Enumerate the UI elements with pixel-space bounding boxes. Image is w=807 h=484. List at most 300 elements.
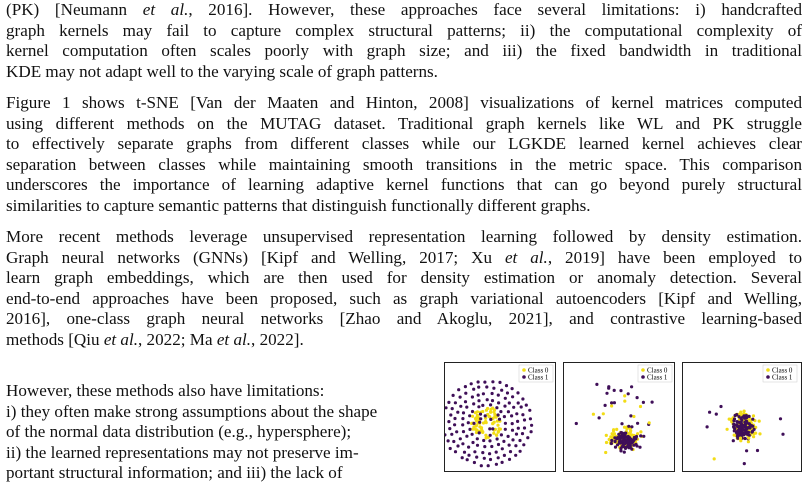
class-1-point bbox=[472, 388, 475, 391]
class-0-point bbox=[605, 434, 608, 437]
paragraph-method-limitations bbox=[6, 381, 431, 484]
class-1-point bbox=[517, 401, 520, 404]
class-1-point bbox=[453, 423, 456, 426]
class-1-point bbox=[473, 461, 476, 464]
class-1-point bbox=[521, 413, 524, 416]
class-0-point bbox=[613, 432, 616, 435]
tsne-plot-wl bbox=[445, 363, 555, 471]
class-1-point bbox=[526, 436, 529, 439]
text-segment: , 2019] have been employed to bbox=[547, 247, 802, 267]
tsne-panel-pk bbox=[563, 362, 675, 472]
class-1-point bbox=[518, 439, 521, 442]
text-segment: underscores the importance of learning adaptive kernel functions that can go beyond purely structural bbox=[6, 175, 802, 195]
class-1-point bbox=[499, 410, 502, 413]
class-1-point bbox=[529, 417, 532, 420]
class-1-point bbox=[651, 401, 654, 404]
legend-label: Class 1 bbox=[647, 373, 668, 382]
text-segment: et al. bbox=[216, 329, 252, 349]
class-1-point bbox=[708, 411, 711, 414]
class-1-point bbox=[504, 428, 507, 431]
class-1-point bbox=[482, 439, 485, 442]
class-0-point bbox=[471, 415, 474, 418]
class-1-point bbox=[477, 380, 480, 383]
text-segment: KDE may not adapt well to the varying scale of graph patterns. bbox=[6, 61, 438, 81]
class-1-point bbox=[468, 414, 471, 417]
class-1-point bbox=[489, 403, 492, 406]
class-1-point bbox=[472, 402, 475, 405]
class-1-point bbox=[732, 423, 735, 426]
class-1-point bbox=[495, 406, 498, 409]
class-1-point bbox=[479, 413, 482, 416]
class-1-point bbox=[735, 413, 738, 416]
class-0-point bbox=[493, 415, 496, 418]
class-1-point bbox=[613, 401, 616, 404]
class-0-point bbox=[592, 413, 595, 416]
text-segment: similarities to capture semantic patterns that distinguish functionally different graphs. bbox=[6, 195, 591, 215]
class-1-point bbox=[497, 443, 500, 446]
class-1-point bbox=[478, 431, 481, 434]
class-1-point bbox=[636, 422, 639, 425]
class-1-point bbox=[503, 405, 506, 408]
class-1-point bbox=[498, 418, 501, 421]
text-line bbox=[6, 289, 802, 310]
class-1-point bbox=[451, 407, 454, 410]
class-1-point bbox=[476, 437, 479, 440]
class-1-point bbox=[500, 433, 503, 436]
class-1-point bbox=[530, 424, 533, 427]
class-1-point bbox=[521, 432, 524, 435]
class-1-point bbox=[486, 398, 489, 401]
class-1-point bbox=[497, 413, 500, 416]
class-1-point bbox=[745, 449, 748, 452]
class-1-point bbox=[748, 426, 751, 429]
class-0-point bbox=[648, 421, 651, 424]
text-line bbox=[6, 422, 431, 443]
class-1-point bbox=[610, 439, 613, 442]
class-1-point bbox=[496, 437, 499, 440]
class-0-point bbox=[485, 436, 488, 439]
class-1-point bbox=[510, 414, 513, 417]
class-1-point bbox=[741, 416, 744, 419]
text-line bbox=[6, 402, 431, 423]
class-1-point bbox=[733, 417, 736, 420]
class-1-point bbox=[530, 430, 533, 433]
class-0-point bbox=[639, 430, 642, 433]
class-1-point bbox=[744, 437, 747, 440]
class-1-point bbox=[756, 449, 759, 452]
class-1-point bbox=[501, 447, 504, 450]
class-1-point bbox=[477, 394, 480, 397]
class-1-point bbox=[497, 401, 500, 404]
tsne-plot-pk bbox=[564, 363, 674, 471]
class-1-point bbox=[525, 404, 528, 407]
legend-marker bbox=[766, 368, 770, 372]
class-1-point bbox=[511, 387, 514, 390]
class-1-point bbox=[448, 427, 451, 430]
class-1-point bbox=[489, 418, 492, 421]
legend-label: Class 0 bbox=[528, 366, 549, 375]
class-0-point bbox=[623, 394, 626, 397]
text-line bbox=[6, 93, 802, 114]
class-1-point bbox=[779, 417, 782, 420]
class-1-point bbox=[463, 451, 466, 454]
text-line bbox=[6, 134, 802, 155]
class-1-point bbox=[475, 456, 478, 459]
class-0-point bbox=[602, 412, 605, 415]
text-segment: More recent methods leverage unsupervised representation learning followed by density estimation. bbox=[6, 227, 802, 246]
text-line bbox=[6, 248, 802, 269]
text-segment: et al. bbox=[504, 247, 548, 267]
class-0-point bbox=[739, 439, 742, 442]
class-1-point bbox=[459, 405, 462, 408]
class-1-point bbox=[462, 430, 465, 433]
class-1-point bbox=[616, 443, 619, 446]
class-1-point bbox=[511, 395, 514, 398]
class-1-point bbox=[732, 439, 735, 442]
legend-marker bbox=[641, 368, 645, 372]
class-1-point bbox=[739, 427, 742, 430]
class-1-point bbox=[743, 462, 746, 465]
class-1-point bbox=[481, 404, 484, 407]
class-1-point bbox=[639, 434, 642, 437]
class-1-point bbox=[522, 443, 525, 446]
class-1-point bbox=[627, 425, 630, 428]
class-1-point bbox=[520, 405, 523, 408]
class-1-point bbox=[470, 382, 473, 385]
class-1-point bbox=[484, 414, 487, 417]
class-1-point bbox=[733, 426, 736, 429]
class-1-point bbox=[449, 447, 452, 450]
class-0-point bbox=[480, 426, 483, 429]
text-line bbox=[6, 196, 802, 217]
class-1-point bbox=[468, 428, 471, 431]
class-1-point bbox=[491, 392, 494, 395]
text-segment: i) they often make strong assumptions about the shape bbox=[6, 401, 378, 421]
class-1-point bbox=[616, 436, 619, 439]
class-0-point bbox=[476, 410, 479, 413]
class-1-point bbox=[595, 383, 598, 386]
class-0-point bbox=[481, 430, 484, 433]
class-1-point bbox=[621, 445, 624, 448]
class-1-point bbox=[454, 450, 457, 453]
class-1-point bbox=[509, 450, 512, 453]
class-1-point bbox=[453, 417, 456, 420]
class-0-point bbox=[612, 428, 615, 431]
class-1-point bbox=[503, 415, 506, 418]
class-1-point bbox=[508, 401, 511, 404]
class-1-point bbox=[462, 411, 465, 414]
class-0-point bbox=[497, 430, 500, 433]
class-1-point bbox=[748, 415, 751, 418]
class-1-point bbox=[627, 435, 630, 438]
plot-legend bbox=[763, 365, 797, 382]
class-1-point bbox=[706, 425, 709, 428]
class-1-point bbox=[502, 440, 505, 443]
class-1-point bbox=[497, 394, 500, 397]
class-0-point bbox=[496, 424, 499, 427]
class-1-point bbox=[476, 444, 479, 447]
class-1-point bbox=[447, 439, 450, 442]
class-1-point bbox=[490, 445, 493, 448]
class-1-point bbox=[508, 444, 511, 447]
class-0-point bbox=[747, 440, 750, 443]
class-1-point bbox=[483, 457, 486, 460]
class-1-point bbox=[516, 391, 519, 394]
class-1-point bbox=[610, 442, 613, 445]
class-1-point bbox=[464, 385, 467, 388]
class-0-point bbox=[733, 434, 736, 437]
class-1-point bbox=[745, 420, 748, 423]
class-1-point bbox=[455, 430, 458, 433]
class-0-point bbox=[726, 428, 729, 431]
class-1-point bbox=[456, 411, 459, 414]
class-1-point bbox=[505, 384, 508, 387]
class-1-point bbox=[482, 392, 485, 395]
legend-label: Class 0 bbox=[772, 366, 793, 375]
class-0-point bbox=[713, 457, 716, 460]
class-0-point bbox=[484, 434, 487, 437]
class-1-point bbox=[471, 395, 474, 398]
class-1-point bbox=[452, 440, 455, 443]
text-segment: ii) the learned representations may not preserve im- bbox=[6, 442, 359, 462]
class-0-point bbox=[486, 407, 489, 410]
class-1-point bbox=[479, 417, 482, 420]
class-1-point bbox=[489, 458, 492, 461]
class-1-point bbox=[467, 446, 470, 449]
class-1-point bbox=[630, 385, 633, 388]
class-1-point bbox=[491, 427, 494, 430]
class-1-point bbox=[504, 397, 507, 400]
class-1-point bbox=[715, 413, 718, 416]
text-segment: 2016], one-class graph neural networks [Zhao and Akoglu, 2021], and contrastive learning-based bbox=[6, 309, 802, 329]
class-1-point bbox=[506, 391, 509, 394]
class-1-point bbox=[636, 396, 639, 399]
class-1-point bbox=[488, 452, 491, 455]
text-segment: using different methods on the MUTAG dataset. Traditional graph kernels like WL and PK struggle bbox=[6, 113, 802, 133]
class-0-point bbox=[636, 432, 639, 435]
class-1-point bbox=[614, 440, 617, 443]
class-0-point bbox=[739, 437, 742, 440]
class-1-point bbox=[629, 414, 632, 417]
class-0-point bbox=[605, 441, 608, 444]
class-1-point bbox=[733, 429, 736, 432]
class-1-point bbox=[466, 458, 469, 461]
class-1-point bbox=[445, 406, 448, 409]
class-1-point bbox=[627, 392, 630, 395]
text-segment: However, these methods also have limitations: bbox=[6, 381, 325, 400]
class-1-point bbox=[464, 392, 467, 395]
class-1-point bbox=[483, 445, 486, 448]
class-0-point bbox=[475, 416, 478, 419]
text-segment: Figure 1 shows t-SNE [Van der Maaten and Hinton, 2008] visualizations of kernel matrices computed bbox=[6, 93, 802, 112]
class-0-point bbox=[728, 418, 731, 421]
text-segment: , 2016]. However, these approaches face several limitations: i) handcrafted bbox=[188, 0, 802, 19]
class-0-point bbox=[743, 410, 746, 413]
text-line bbox=[6, 155, 802, 176]
class-1-point bbox=[473, 450, 476, 453]
class-1-point bbox=[461, 423, 464, 426]
text-line bbox=[6, 0, 802, 21]
text-segment: kernel computation often scales poorly with graph size; and iii) the fixed bandwidth in traditional bbox=[6, 41, 802, 61]
text-segment: graph kernels may fail to capture complex structural patterns; ii) the computational complexity of bbox=[6, 20, 802, 40]
class-1-point bbox=[626, 439, 629, 442]
class-1-point bbox=[450, 433, 453, 436]
text-segment: , 2022]. bbox=[251, 329, 304, 349]
legend-marker bbox=[641, 375, 645, 379]
tsne-panel-lgkde bbox=[682, 362, 802, 472]
text-line bbox=[6, 309, 802, 330]
class-1-point bbox=[485, 385, 488, 388]
class-1-point bbox=[447, 401, 450, 404]
class-1-point bbox=[491, 399, 494, 402]
class-1-point bbox=[751, 418, 754, 421]
class-1-point bbox=[487, 464, 490, 467]
class-1-point bbox=[464, 400, 467, 403]
class-1-point bbox=[467, 421, 470, 424]
class-1-point bbox=[477, 399, 480, 402]
class-1-point bbox=[604, 404, 607, 407]
class-1-point bbox=[638, 446, 641, 449]
class-1-point bbox=[613, 436, 616, 439]
class-1-point bbox=[642, 435, 645, 438]
class-1-point bbox=[630, 448, 633, 451]
class-0-point bbox=[752, 414, 755, 417]
class-1-point bbox=[516, 420, 519, 423]
text-segment: separation between classes while maintaining smooth transitions in the metric space. This comparison bbox=[6, 154, 802, 174]
class-1-point bbox=[605, 392, 608, 395]
class-1-point bbox=[471, 410, 474, 413]
text-line bbox=[6, 443, 431, 464]
text-line bbox=[6, 463, 431, 484]
class-1-point bbox=[478, 421, 481, 424]
class-0-point bbox=[604, 451, 607, 454]
class-1-point bbox=[483, 381, 486, 384]
legend-label: Class 1 bbox=[772, 373, 793, 382]
class-1-point bbox=[480, 464, 483, 467]
legend-label: Class 1 bbox=[528, 373, 549, 382]
class-0-point bbox=[747, 437, 750, 440]
text-segment: end-to-end approaches have been proposed, such as graph variational autoencoders [Kipf and Welling, bbox=[6, 288, 802, 308]
class-1-point bbox=[501, 461, 504, 464]
class-1-point bbox=[495, 463, 498, 466]
class-1-point bbox=[740, 434, 743, 437]
class-1-point bbox=[503, 454, 506, 457]
class-1-point bbox=[741, 425, 744, 428]
class-1-point bbox=[465, 435, 468, 438]
text-line bbox=[6, 21, 802, 42]
class-0-point bbox=[758, 420, 761, 423]
class-1-point bbox=[492, 387, 495, 390]
class-1-point bbox=[575, 422, 578, 425]
class-1-point bbox=[461, 417, 464, 420]
class-1-point bbox=[642, 401, 645, 404]
class-1-point bbox=[613, 389, 616, 392]
class-1-point bbox=[489, 434, 492, 437]
class-1-point bbox=[735, 431, 738, 434]
class-1-point bbox=[514, 454, 517, 457]
class-1-point bbox=[477, 386, 480, 389]
class-1-point bbox=[459, 437, 462, 440]
class-1-point bbox=[624, 447, 627, 450]
class-1-point bbox=[528, 409, 531, 412]
class-1-point bbox=[519, 450, 522, 453]
class-1-point bbox=[500, 389, 503, 392]
text-line bbox=[6, 268, 802, 289]
class-0-point bbox=[481, 410, 484, 413]
class-1-point bbox=[620, 422, 623, 425]
class-1-point bbox=[634, 443, 637, 446]
class-1-point bbox=[467, 454, 470, 457]
class-0-point bbox=[484, 420, 487, 423]
text-line bbox=[6, 41, 802, 62]
class-1-point bbox=[622, 439, 625, 442]
class-1-point bbox=[461, 456, 464, 459]
text-line bbox=[6, 330, 802, 351]
class-1-point bbox=[447, 420, 450, 423]
class-1-point bbox=[511, 422, 514, 425]
class-1-point bbox=[507, 435, 510, 438]
class-1-point bbox=[627, 446, 630, 449]
class-1-point bbox=[514, 444, 517, 447]
class-1-point bbox=[497, 456, 500, 459]
class-1-point bbox=[457, 388, 460, 391]
class-1-point bbox=[517, 427, 520, 430]
class-1-point bbox=[630, 425, 633, 428]
class-1-point bbox=[477, 405, 480, 408]
text-segment: to effectively separate graphs from different classes while our LGKDE learned kernel achieves clear bbox=[6, 134, 802, 154]
class-0-point bbox=[495, 434, 498, 437]
class-1-point bbox=[488, 439, 491, 442]
class-1-point bbox=[740, 419, 743, 422]
tsne-plot-lgkde bbox=[683, 363, 801, 471]
text-segment: portant structural information; and iii) the lack of bbox=[6, 463, 343, 483]
text-line bbox=[6, 114, 802, 135]
text-segment: , 2022; Ma bbox=[138, 329, 217, 349]
class-1-point bbox=[459, 396, 462, 399]
class-1-point bbox=[472, 422, 475, 425]
text-segment: et al. bbox=[142, 0, 189, 19]
class-0-point bbox=[492, 432, 495, 435]
legend-label: Class 0 bbox=[647, 366, 668, 375]
class-1-point bbox=[511, 429, 514, 432]
class-1-point bbox=[736, 420, 739, 423]
class-1-point bbox=[498, 381, 501, 384]
class-1-point bbox=[465, 406, 468, 409]
class-1-point bbox=[515, 412, 518, 415]
class-1-point bbox=[736, 424, 739, 427]
plot-legend bbox=[519, 365, 553, 382]
class-1-point bbox=[449, 413, 452, 416]
class-1-point bbox=[751, 425, 754, 428]
class-0-point bbox=[615, 428, 618, 431]
class-1-point bbox=[781, 433, 784, 436]
class-1-point bbox=[610, 401, 613, 404]
class-1-point bbox=[598, 416, 601, 419]
class-1-point bbox=[515, 433, 518, 436]
class-0-point bbox=[752, 435, 755, 438]
class-1-point bbox=[511, 438, 514, 441]
paragraph-kernel-limitations bbox=[6, 0, 802, 82]
class-1-point bbox=[495, 451, 498, 454]
class-0-point bbox=[475, 424, 478, 427]
class-1-point bbox=[619, 389, 622, 392]
class-0-point bbox=[623, 400, 626, 403]
class-1-point bbox=[512, 406, 515, 409]
class-1-point bbox=[750, 431, 753, 434]
text-line bbox=[6, 227, 802, 248]
class-1-point bbox=[622, 433, 625, 436]
paragraph-recent-methods bbox=[6, 227, 802, 351]
